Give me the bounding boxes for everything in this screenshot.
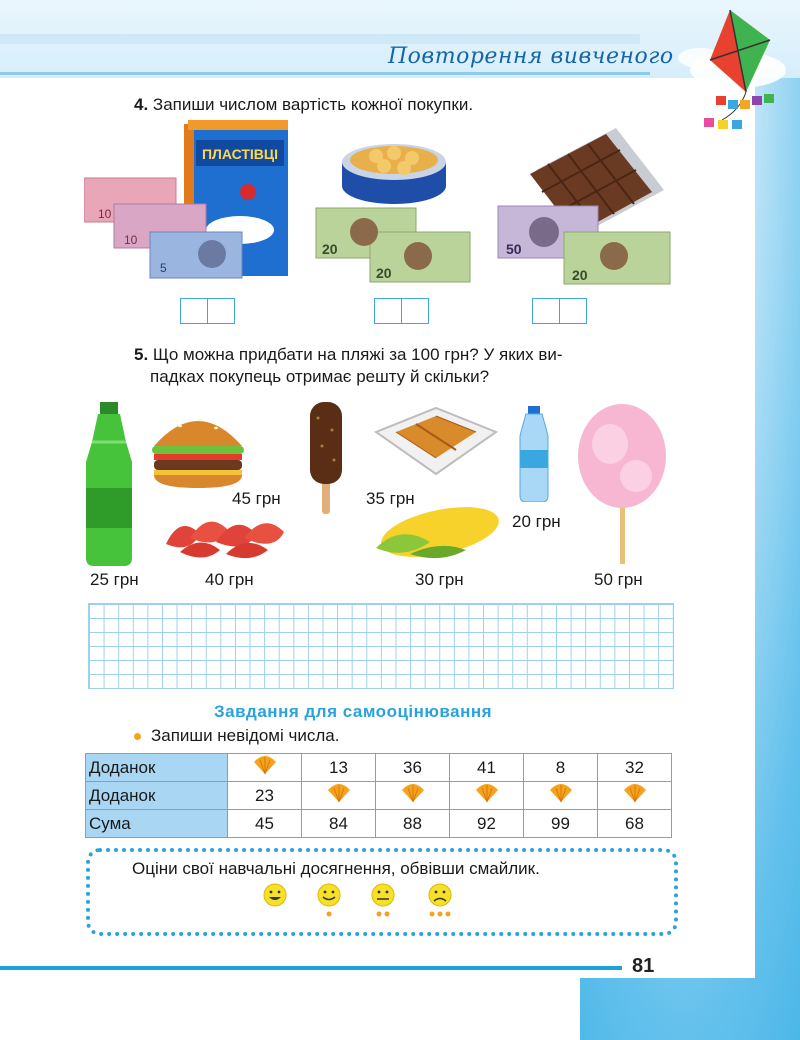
price-soda: 25 грн xyxy=(90,570,139,589)
price-baklava: 35 грн xyxy=(366,489,415,508)
shell-icon[interactable] xyxy=(376,782,450,810)
table-cell: 8 xyxy=(524,754,598,782)
note-20-c: 20 xyxy=(572,267,588,283)
note-10-a: 10 xyxy=(98,207,112,221)
answer-box-3[interactable] xyxy=(532,298,587,324)
table-cell: 41 xyxy=(450,754,524,782)
cereal-purchase-image xyxy=(84,120,294,290)
task5-line2: падках покупець отримає решту й скільки? xyxy=(150,367,490,386)
smiley-happy-icon[interactable] xyxy=(262,882,288,922)
price-water: 20 грн xyxy=(512,512,561,531)
shell-icon[interactable] xyxy=(228,754,302,782)
answer-grid[interactable] xyxy=(88,603,674,689)
instruction-text: Запиши невідомі числа. xyxy=(151,726,340,745)
shell-icon[interactable] xyxy=(598,782,672,810)
page-number: 81 xyxy=(632,955,655,977)
kite-icon xyxy=(660,0,800,140)
burger-image xyxy=(150,406,246,490)
table-row-sum xyxy=(86,810,672,838)
task5-text xyxy=(134,344,563,366)
table-cell: 13 xyxy=(302,754,376,782)
bullet-icon xyxy=(134,733,141,740)
note-50: 50 xyxy=(506,241,522,257)
self-assessment-instruction xyxy=(134,726,339,746)
table-cell: 99 xyxy=(524,810,598,838)
soda-bottle-image xyxy=(80,402,140,568)
corn-image xyxy=(370,504,502,564)
task4-instruction: Запиши числом вартість кожної покупки. xyxy=(152,95,474,114)
shell-icon[interactable] xyxy=(450,782,524,810)
page-header-title: Повторення вивченого xyxy=(388,44,674,69)
row-label: Сума xyxy=(86,810,228,838)
row-label: Доданок xyxy=(86,754,228,782)
note-5: 5 xyxy=(160,261,167,275)
table-cell: 68 xyxy=(598,810,672,838)
note-20-b: 20 xyxy=(376,265,392,281)
water-bottle-image xyxy=(514,406,554,502)
task5-number: 5. xyxy=(134,345,149,364)
price-cotton-candy: 50 грн xyxy=(594,570,643,589)
price-corn: 30 грн xyxy=(415,570,464,589)
answer-box-1[interactable] xyxy=(180,298,235,324)
note-20-a: 20 xyxy=(322,241,338,257)
table-cell: 84 xyxy=(302,810,376,838)
smiley-neutral-icon[interactable] xyxy=(370,882,396,922)
table-cell: 88 xyxy=(376,810,450,838)
table-row-addend-2 xyxy=(86,782,672,810)
self-assessment-title: Завдання для самооцінювання xyxy=(214,702,493,721)
header-underline xyxy=(0,72,650,75)
table-cell: 36 xyxy=(376,754,450,782)
footer-line xyxy=(0,966,622,970)
shell-icon[interactable] xyxy=(524,782,598,810)
shrimp-image xyxy=(160,504,290,564)
smiley-sad-icon[interactable] xyxy=(424,882,456,922)
row-label: Доданок xyxy=(86,782,228,810)
price-shrimp: 40 грн xyxy=(205,570,254,589)
note-10-b: 10 xyxy=(124,233,138,247)
table-cell: 23 xyxy=(228,782,302,810)
table-row-addend-1 xyxy=(86,754,672,782)
price-burger: 45 грн xyxy=(232,489,281,508)
smiley-smile-icon[interactable] xyxy=(316,882,342,922)
table-cell: 32 xyxy=(598,754,672,782)
cotton-candy-image xyxy=(574,400,670,564)
answer-box-2[interactable] xyxy=(374,298,429,324)
ice-cream-image xyxy=(306,402,346,514)
task4-number: 4. xyxy=(134,95,149,114)
chocolate-purchase-image xyxy=(496,120,676,292)
evaluation-text: Оціни свої навчальні досягнення, обвівши смайлик. xyxy=(132,859,540,878)
addition-table xyxy=(85,753,672,838)
baklava-image xyxy=(372,402,498,482)
table-cell: 92 xyxy=(450,810,524,838)
task4-text xyxy=(134,94,473,116)
header-stripe xyxy=(0,34,640,44)
shell-icon[interactable] xyxy=(302,782,376,810)
cookies-purchase-image xyxy=(314,126,474,296)
task5-line1: Що можна придбати на пляжі за 100 грн? У яких ви- xyxy=(152,345,563,364)
cereal-box-label: ПЛАСТІВЦІ xyxy=(201,146,279,162)
table-cell: 45 xyxy=(228,810,302,838)
